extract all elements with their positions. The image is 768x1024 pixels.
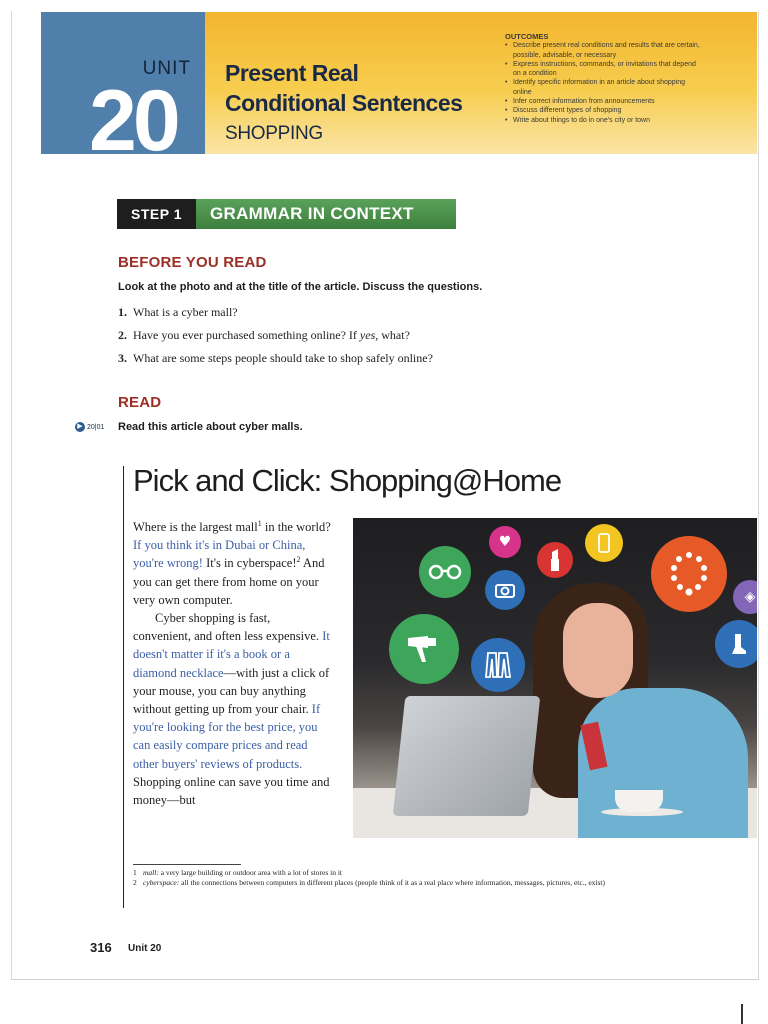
unit-number: 20 [89, 73, 177, 169]
camera-icon [485, 570, 525, 610]
necklace-icon [651, 536, 727, 612]
unit-title-line2: Conditional Sentences [225, 90, 463, 116]
step-number: STEP 1 [117, 199, 196, 229]
question-emphasis: yes [359, 328, 376, 342]
step-title: GRAMMAR IN CONTEXT [196, 199, 456, 229]
unit-title [225, 58, 462, 118]
footnote-number: 1 [133, 868, 137, 877]
footnote-item [133, 868, 613, 878]
footnote-item [133, 878, 613, 888]
outcome-item: • Describe present real conditions and results that are certain, possible, advisable, or necessary [505, 41, 705, 60]
phone-icon [585, 524, 623, 562]
outcome-item: • Discuss different types of shopping [505, 106, 705, 115]
shopping-photo [353, 518, 757, 838]
question-text: What are some steps people should take to shop safely online? [133, 351, 433, 365]
unit-label: UNIT [142, 58, 191, 79]
footnote-term: mall: [143, 868, 159, 877]
unit-title-line1: Present Real [225, 60, 359, 86]
article-paragraph-2 [133, 609, 331, 809]
question-item [118, 305, 433, 328]
outcome-item: • Write about things to do in one's city or town [505, 116, 705, 125]
footer-unit: Unit 20 [128, 943, 162, 954]
outcome-item: • Express instructions, commands, or invitations that depend on a condition [505, 60, 705, 79]
article-paragraph-1 [133, 518, 331, 609]
footnote-rule [133, 864, 241, 865]
question-number: 3. [118, 351, 127, 365]
audio-track[interactable] [75, 422, 104, 432]
scan-mark [741, 1004, 743, 1024]
question-number: 1. [118, 305, 127, 319]
article-text: Where is the largest mall [133, 520, 258, 534]
footnotes [133, 868, 613, 888]
highlighted-conditional: If you think it's in Dubai or China, you're wrong! [133, 538, 306, 571]
question-text: Have you ever purchased something online? If [133, 328, 360, 342]
outcome-item: • Identify specific information in an article about shopping online [505, 78, 705, 97]
highlighted-conditional: If you're looking for the best price, you can easily compare prices and read other buyers' reviews of products. [133, 702, 321, 771]
article-body [133, 518, 331, 809]
article-text: in the world? [261, 520, 331, 534]
outcomes-box [505, 32, 705, 125]
footnote-ref: 2 [296, 555, 301, 565]
outcomes-heading: OUTCOMES [505, 32, 549, 41]
boot-icon [715, 620, 757, 668]
read-heading: READ [118, 394, 162, 411]
laptop-icon [393, 696, 541, 816]
clothing-icon [471, 638, 525, 692]
glasses-icon [419, 546, 471, 598]
question-text: What is a cyber mall? [133, 305, 238, 319]
question-item [118, 351, 433, 374]
footnote-number: 2 [133, 878, 137, 887]
lipstick-icon [537, 542, 573, 578]
coffee-cup-icon [615, 790, 663, 812]
footnote-term: cyberspace: [143, 878, 180, 887]
heart-icon: ♥ [489, 526, 521, 558]
footnote-ref: 1 [257, 518, 262, 528]
article-text: Shopping online can save you time and money—but [133, 774, 330, 808]
question-number: 2. [118, 328, 127, 342]
article-text: And you can get there from home on your very own computer. [133, 556, 325, 607]
play-icon[interactable]: ▶ [75, 422, 85, 432]
highlighted-conditional: It doesn't matter if it's a book or a diamond necklace [133, 629, 330, 680]
question-list [118, 305, 433, 374]
article-title: Pick and Click: Shopping@Home [133, 463, 562, 498]
question-item [118, 328, 433, 351]
photo-woman-face [563, 603, 633, 698]
read-instruction: Read this article about cyber malls. [118, 421, 303, 433]
step-banner [117, 199, 456, 229]
article-text: —with just a click of your mouse, you can buy anything without getting up from your chair. [133, 665, 330, 717]
article-text: It's in cyberspace! [202, 556, 297, 571]
before-you-read-instruction: Look at the photo and at the title of the article. Discuss the questions. [118, 281, 483, 293]
hairdryer-icon [389, 614, 459, 684]
page-number: 316 [90, 940, 112, 955]
article-rule [123, 466, 124, 908]
footnote-definition: all the connections between computers in different places (people think of it as a real place where information, messages, pictures, etc., exist) [179, 878, 605, 887]
outcomes-list [505, 41, 705, 125]
unit-box [41, 12, 205, 169]
unit-subtitle: SHOPPING [225, 123, 323, 144]
audio-code: 20|01 [87, 423, 105, 431]
bag-icon: ◈ [733, 580, 757, 614]
question-text-end: , what? [375, 328, 410, 342]
article-text: Cyber shopping is fast, convenient, and often less expensive. [133, 611, 323, 644]
footnote-definition: a very large building or outdoor area with a lot of stores in it [158, 868, 342, 877]
before-you-read-heading: BEFORE YOU READ [118, 254, 267, 271]
outcome-item: • Infer correct information from announcements [505, 97, 705, 106]
